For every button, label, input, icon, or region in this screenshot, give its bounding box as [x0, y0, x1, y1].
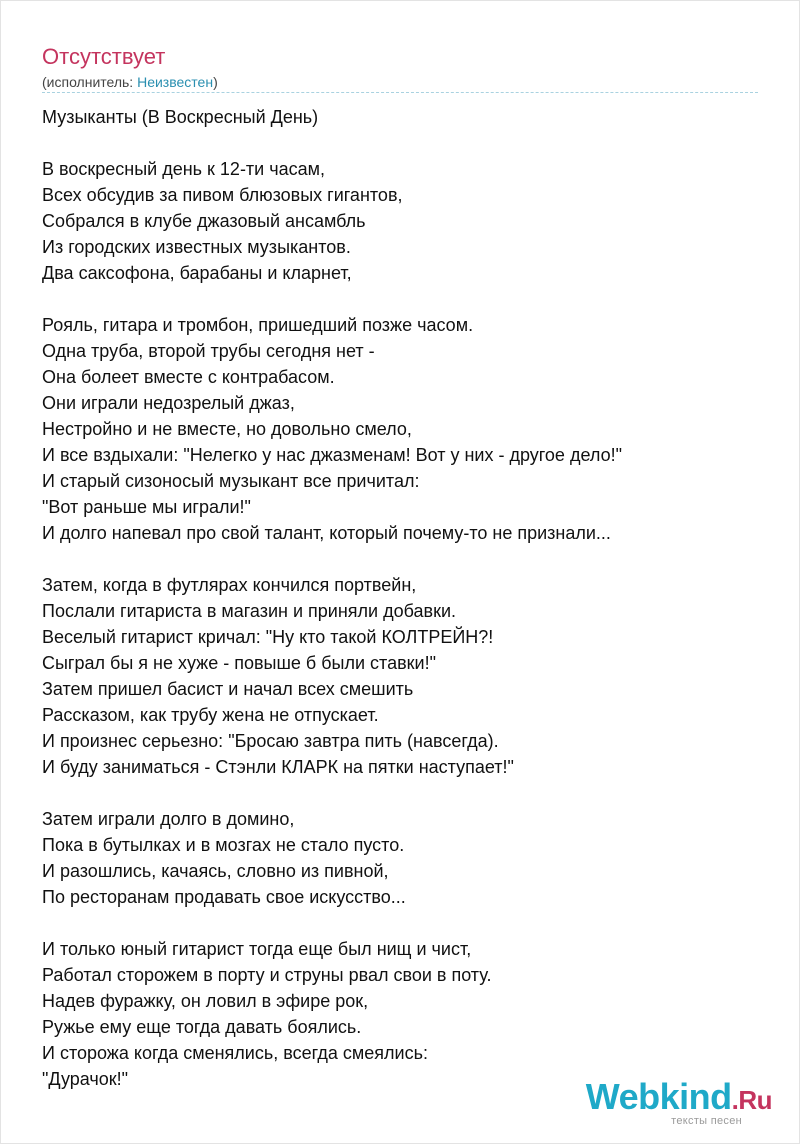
lyric-line: "Вот раньше мы играли!"	[42, 497, 251, 517]
lyric-line: Два саксофона, барабаны и кларнет,	[42, 263, 352, 283]
lyric-line: Затем пришел басист и начал всех смешить	[42, 679, 414, 699]
lyric-line	[42, 286, 762, 312]
lyric-line: Рассказом, как трубу жена не отпускает.	[42, 705, 379, 725]
lyric-line: Пока в бутылках и в мозгах не стало пусто.	[42, 835, 405, 855]
lyric-line: И только юный гитарист тогда еще был нищ и чист,	[42, 939, 472, 959]
lyric-line: И разошлись, качаясь, словно из пивной,	[42, 861, 389, 881]
lyric-line: "Дурачок!"	[42, 1069, 129, 1089]
lyric-line: И все вздыхали: "Нелегко у нас джазменам! Вот у них - другое дело!"	[42, 445, 622, 465]
artist-line	[42, 73, 218, 91]
lyric-line: И сторожа когда сменялись, всегда смеялись:	[42, 1043, 428, 1063]
lyric-line: И буду заниматься - Стэнли КЛАРК на пятки наступает!"	[42, 757, 514, 777]
lyric-line: Всех обсудив за пивом блюзовых гигантов,	[42, 185, 403, 205]
lyric-line: Надев фуражку, он ловил в эфире рок,	[42, 991, 369, 1011]
lyric-line: Из городских известных музыкантов.	[42, 237, 351, 257]
watermark-brand: Webkind	[585, 1076, 732, 1117]
lyric-line: Затем, когда в футлярах кончился портвейн,	[42, 575, 417, 595]
lyrics-heading: Музыканты (В Воскресный День)	[42, 107, 319, 127]
song-title: Отсутствует	[42, 44, 166, 69]
watermark-tagline: тексты песен	[671, 1115, 742, 1127]
lyrics-body	[42, 104, 762, 1092]
artist-suffix: )	[213, 74, 218, 90]
lyric-line: В воскресный день к 12-ти часам,	[42, 159, 326, 179]
lyric-line: Нестройно и не вместе, но довольно смело,	[42, 419, 412, 439]
lyric-line: Одна труба, второй трубы сегодня нет -	[42, 341, 375, 361]
lyric-line	[42, 780, 762, 806]
lyric-line	[42, 546, 762, 572]
header-divider	[42, 92, 758, 93]
lyric-line: Собрался в клубе джазовый ансамбль	[42, 211, 366, 231]
lyric-line: И долго напевал про свой талант, который почему-то не признали...	[42, 523, 611, 543]
lyric-line: Сыграл бы я не хуже - повыше б были ставки!"	[42, 653, 436, 673]
lyric-line: Рояль, гитара и тромбон, пришедший позже часом.	[42, 315, 474, 335]
artist-prefix: (исполнитель:	[42, 74, 138, 90]
lyric-line: Ружье ему еще тогда давать боялись.	[42, 1017, 362, 1037]
lyric-line: Затем играли долго в домино,	[42, 809, 295, 829]
lyric-line: По ресторанам продавать свое искусство...	[42, 887, 406, 907]
lyric-line: Веселый гитарист кричал: "Ну кто такой КОЛТРЕЙН?!	[42, 627, 494, 647]
watermark-tld: .Ru	[731, 1085, 772, 1115]
lyric-line	[42, 910, 762, 936]
lyric-line: Они играли недозрелый джаз,	[42, 393, 295, 413]
watermark-logo	[586, 1078, 772, 1119]
lyric-line: Послали гитариста в магазин и приняли добавки.	[42, 601, 457, 621]
lyric-line: Она болеет вместе с контрабасом.	[42, 367, 335, 387]
site-watermark	[586, 1078, 772, 1127]
lyric-line: Работал сторожем в порту и струны рвал свои в поту.	[42, 965, 492, 985]
lyric-line: И старый сизоносый музыкант все причитал:	[42, 471, 420, 491]
artist-link[interactable]: Неизвестен	[137, 74, 214, 90]
lyric-line	[42, 130, 762, 156]
lyric-line: И произнес серьезно: "Бросаю завтра пить (навсегда).	[42, 731, 499, 751]
